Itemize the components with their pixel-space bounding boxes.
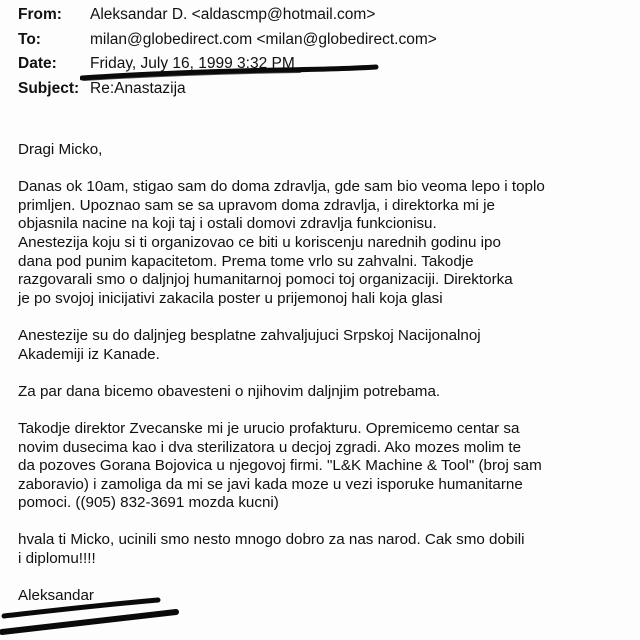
date-value: Friday, July 16, 1999 3:32 PM	[90, 55, 295, 72]
body-line: Akademiji iz Kanade.	[18, 345, 160, 363]
body-line: je po svojoj inicijativi zakacila poster u prijemonoj hali koja glasi	[18, 289, 443, 307]
email-header	[18, 6, 618, 104]
signature: Aleksandar	[18, 587, 94, 605]
greeting: Dragi Micko,	[18, 141, 103, 158]
to-value: milan@globedirect.com <milan@globedirect.com>	[90, 30, 437, 48]
paragraph-1	[18, 178, 628, 308]
paragraph-2	[18, 327, 628, 364]
body-line: zaboravio) i zamoliga da mi se javi kada moze u vezi isporuke humanitarne	[18, 475, 523, 493]
body-line: Takodje direktor Zvecanske mi je urucio profakturu. Opremicemo centar sa	[18, 419, 520, 437]
to-label: To:	[18, 30, 41, 48]
body-line: da pozoves Gorana Bojovica u njegovoj firmi. "L&K Machine & Tool" (broj sam	[18, 457, 542, 475]
paragraph-3	[18, 383, 628, 402]
paragraph-4	[18, 420, 628, 513]
body-line: objasnila nacine na koji taj i ostali domovi zdravlja funkcionisu.	[18, 215, 437, 233]
subject-value: Re:Anastazija	[90, 79, 186, 97]
body-line: razgovarali smo o daljnjoj humanitarnoj pomoci toj organizaciji. Direktorka	[18, 271, 513, 289]
from-label: From:	[18, 6, 62, 23]
paragraph-5	[18, 531, 628, 568]
to-row	[18, 31, 618, 56]
from-row	[18, 6, 618, 31]
date-label: Date:	[18, 55, 57, 72]
subject-label: Subject:	[18, 79, 80, 97]
body-line: i diplomu!!!!	[18, 550, 96, 568]
subject-row	[18, 80, 618, 105]
date-row	[18, 55, 618, 80]
body-line: hvala ti Micko, ucinili smo nesto mnogo dobro za nas narod. Cak smo dobili	[18, 531, 525, 549]
body-line: Za par dana bicemo obavesteni o njihovim daljnjim potrebama.	[18, 382, 441, 400]
body-line: primljen. Upoznao sam se sa upravom doma zdravlja, i direktorka mi je	[18, 196, 495, 214]
email-body	[18, 141, 628, 606]
body-line: Danas ok 10am, stigao sam do doma zdravlja, gde sam bio veoma lepo i toplo	[18, 178, 545, 196]
from-value: Aleksandar D. <aldascmp@hotmail.com>	[90, 6, 376, 23]
body-line: pomoci. ((905) 832-3691 mozda kucni)	[18, 494, 279, 512]
body-line: Anestezija koju si ti organizovao ce biti u koriscenju narednih godinu ipo	[18, 233, 501, 251]
body-line: dana pod punim kapacitetom. Prema tome vrlo su zahvalni. Takodje	[18, 252, 474, 270]
body-line: novim dusecima kao i dva sterilizatora u decjoj zgradi. Ako mozes molim te	[18, 438, 522, 456]
body-line: Anestezije su do daljnjeg besplatne zahvaljujuci Srpskoj Nacijonalnoj	[18, 326, 481, 344]
